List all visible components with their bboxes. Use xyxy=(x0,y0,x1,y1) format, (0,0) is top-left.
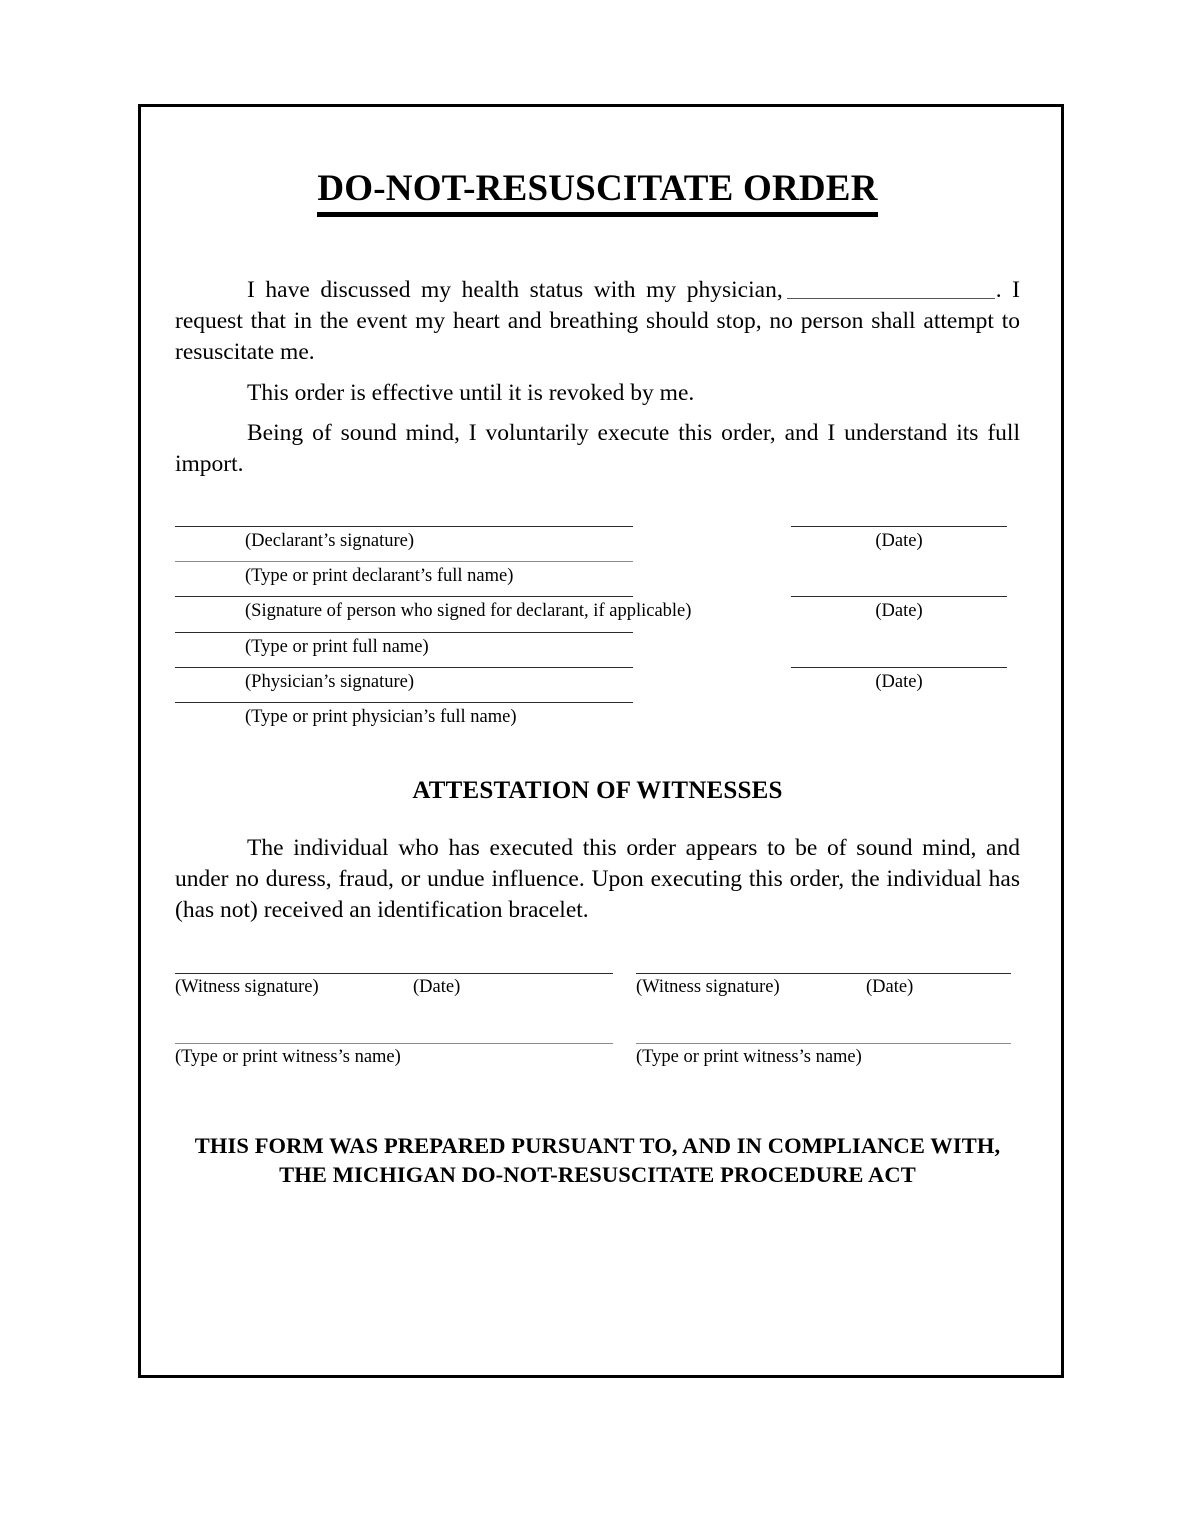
declarant-date-field[interactable] xyxy=(791,526,1007,553)
witness-2-name-caption: (Type or print witness’s name) xyxy=(636,1046,862,1067)
footer-compliance-note xyxy=(175,1069,1020,1190)
physician-name-field[interactable] xyxy=(175,702,633,729)
printed-name-block-physician xyxy=(175,702,1020,729)
paragraph-effective: This order is effective until it is revoked by me. xyxy=(247,380,695,407)
paragraph-attestation: The individual who has executed this order appears to be of sound mind, and under no duress, fraud, or undue influence. Upon executing this order, the individual has (has not) received an identification bracelet. xyxy=(175,834,1020,924)
document-content xyxy=(175,107,1020,1189)
witness-1-date-caption: (Date) xyxy=(413,976,461,997)
printed-name-block-declarant xyxy=(175,561,1020,588)
attestation-body xyxy=(175,833,1020,927)
proxy-name-row xyxy=(175,632,1020,659)
page-title xyxy=(175,107,1020,217)
paragraph-declaration-part1: I have discussed my health status with my physician, xyxy=(247,276,783,303)
declarant-name-caption: (Type or print declarant’s full name) xyxy=(245,566,514,587)
physician-signature-row xyxy=(175,667,1020,694)
signature-block-declarant xyxy=(175,526,1020,553)
witness-signature-row xyxy=(175,973,1020,999)
proxy-signature-caption: (Signature of person who signed for declarant, if applicable) xyxy=(245,601,692,622)
proxy-signature-field[interactable] xyxy=(175,596,692,623)
declarant-signature-caption: (Declarant’s signature) xyxy=(245,531,414,552)
physician-date-caption: (Date) xyxy=(875,671,923,692)
signature-section xyxy=(175,526,1020,729)
paragraph-declaration xyxy=(175,275,1020,369)
declarant-name-row xyxy=(175,561,1020,588)
physician-name-row xyxy=(175,702,1020,729)
witness-2-name-field[interactable] xyxy=(636,1043,1011,1069)
witness-1-name-field[interactable] xyxy=(175,1043,613,1069)
declaration-body xyxy=(175,275,1020,481)
physician-signature-caption: (Physician’s signature) xyxy=(245,671,415,692)
witness-section xyxy=(175,973,1020,1069)
signature-block-physician xyxy=(175,667,1020,694)
witness-1-signature-caption: (Witness signature) xyxy=(175,976,319,997)
witness-1-signature-field[interactable] xyxy=(175,973,613,999)
witness-1-name-caption: (Type or print witness’s name) xyxy=(175,1046,401,1067)
witness-1-captions xyxy=(175,974,613,999)
declarant-signature-row xyxy=(175,526,1020,553)
physician-signature-field[interactable] xyxy=(175,667,633,694)
attestation-heading: ATTESTATION OF WITNESSES xyxy=(412,776,783,804)
physician-name-caption: (Type or print physician’s full name) xyxy=(245,706,517,727)
witness-2-signature-caption: (Witness signature) xyxy=(636,976,780,997)
footer-line-1: THIS FORM WAS PREPARED PURSUANT TO, AND IN COMPLIANCE WITH, xyxy=(194,1132,1001,1158)
witness-2-captions xyxy=(636,974,1011,999)
witness-name-row xyxy=(175,1043,1020,1069)
footer-line-2: THE MICHIGAN DO-NOT-RESUSCITATE PROCEDURE ACT xyxy=(279,1162,916,1188)
paragraph-declaration-part2: . I request that in the event my heart and breathing should stop, no person shall attempt to resuscitate me. xyxy=(175,276,1020,366)
declarant-signature-field[interactable] xyxy=(175,526,633,553)
page-title-text: DO-NOT-RESUSCITATE ORDER xyxy=(317,169,877,217)
document-page-border xyxy=(138,104,1064,1378)
printed-name-block-proxy xyxy=(175,632,1020,659)
proxy-name-caption: (Type or print full name) xyxy=(245,636,429,657)
declarant-name-field[interactable] xyxy=(175,561,633,588)
witness-2-signature-field[interactable] xyxy=(636,973,1011,999)
physician-name-blank[interactable] xyxy=(787,275,995,298)
declarant-date-caption: (Date) xyxy=(875,531,923,552)
proxy-date-field[interactable] xyxy=(791,596,1007,623)
proxy-date-caption: (Date) xyxy=(875,601,923,622)
proxy-name-field[interactable] xyxy=(175,632,633,659)
signature-block-proxy xyxy=(175,596,1020,623)
physician-date-field[interactable] xyxy=(791,667,1007,694)
witness-2-date-caption: (Date) xyxy=(866,976,914,997)
proxy-signature-row xyxy=(175,596,1020,623)
paragraph-sound-mind: Being of sound mind, I voluntarily execute this order, and I understand its full import. xyxy=(175,419,1020,477)
